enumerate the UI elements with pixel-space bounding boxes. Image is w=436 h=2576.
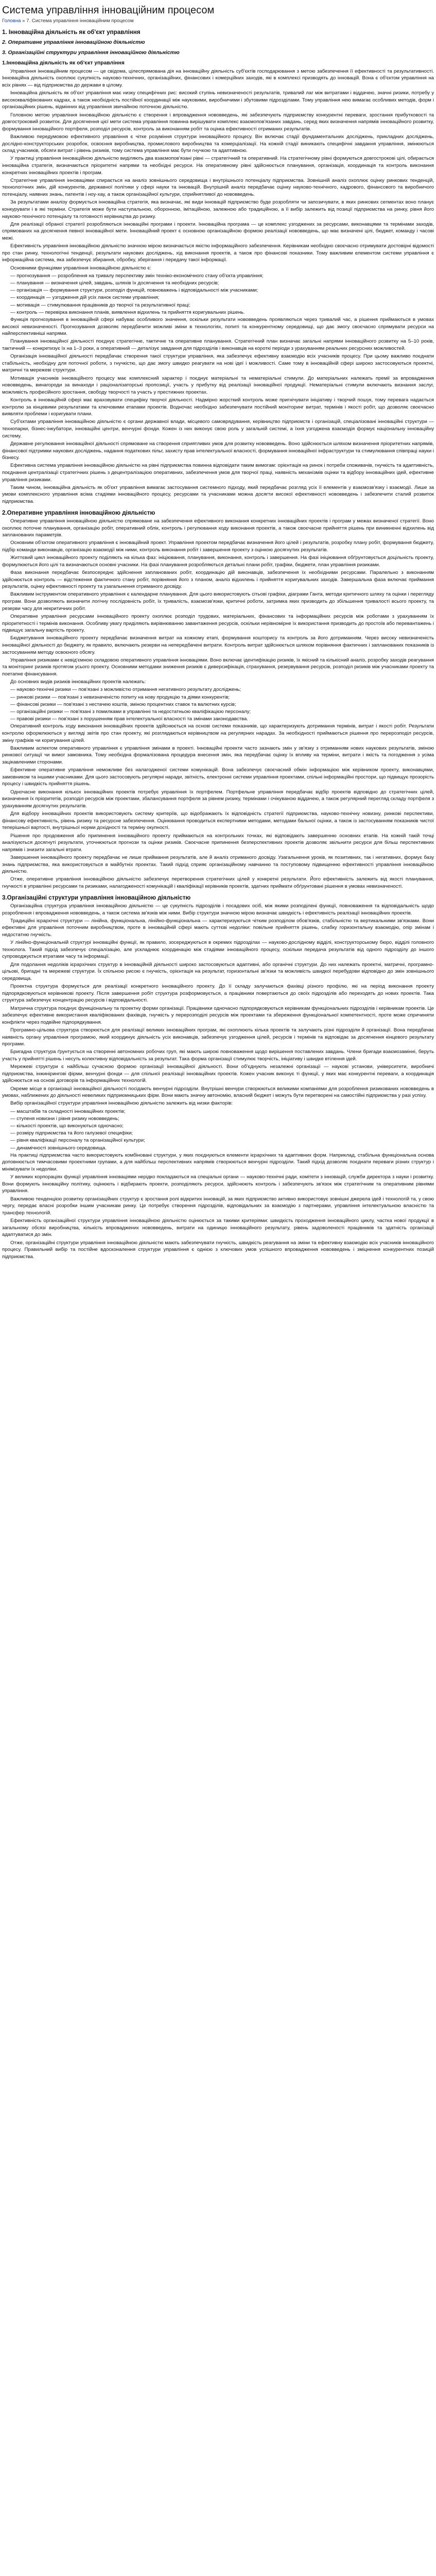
paragraph: До основних видів ризиків інноваційних проектів належать: — [10, 679, 146, 685]
list-item: — контроль — перевірка виконання планів, виявлення відхилень та прийняття коригувальних рішень. — [10, 309, 245, 315]
paragraph: Отже, оперативне управління інноваційною діяльністю забезпечує перетворення стратегічних цілей у конкретні результати. Його ефективність залежить від якості планування, гнучкості в управлінні ресурсами та ризиками, налагодженості комунікацій і кваліфікації керівників проектів, здатних приймати обґрунтовані рішення в умовах невизначеності. — [2, 876, 434, 889]
paragraph: Отже, організаційні структури управління інноваційною діяльністю мають забезпечувати гнучкість, швидкість реагування на зміни та ефективну взаємодію всіх учасників інноваційного процесу. Правильний вибір та постійне вдосконалення структури управління є однією з ключових умов успішного впровадження нововведень і зміцнення конкурентних позицій підприємства. — [2, 1240, 434, 1260]
paragraph: Матрична структура поєднує функціональну та проектну форми організації. Працівники одночасно підпорядковуються керівникам функціональних підрозділів і керівникам проектів. Це забезпечує ефективне використання кваліфікованих фахівців, гнучкість у перерозподілі ресурсів між проектами та збереження функціональної компетентності, проте може спричиняти конфлікти через подвійне підпорядкування. — [2, 1005, 434, 1025]
paragraph: Бригадна структура ґрунтується на створенні автономних робочих груп, які мають широкі повноваження щодо вирішення поставлених завдань. Члени бригади взаємозамінні, беруть участь у прийнятті рішень і несуть колективну відповідальність за результат. Така форма організації стимулює творчість, ініціативу і швидке втілення ідей. — [2, 1049, 434, 1062]
paragraph: Управління інноваційним процесом — це свідома, цілеспрямована дія на інноваційну діяльність суб'єктів господарювання з метою забезпечення її ефективності та результативності. Інноваційна діяльність охоплює сукупність науково-технічних, організаційних, фінансових і комерційних заходів, які в комплексі призводять до інновацій. Вона є об'єктом управління на всіх рівнях — від підприємства до держави в цілому. — [2, 68, 434, 88]
paragraph: Рішення про продовження або припинення інноваційного проекту приймаються на контрольних точках, які відповідають завершенню основних етапів. На кожній такій точці аналізуються досягнуті результати, уточнюються прогнози та оцінки ризиків. Своєчасне припинення безперспективних проектів дозволяє звільнити ресурси для більш перспективних напрямів і знизити загальні втрати. — [2, 833, 434, 853]
paragraph: Ефективність організаційної структури управління інноваційною діяльністю оцінюється за такими критеріями: швидкість проходження інноваційного циклу, частка нової продукції в загальному обсязі виробництва, кількість впроваджених нововведень, витрати на одиницю інноваційного результату, рівень задоволеності працівників та здатність організації адаптуватися до змін. — [2, 1218, 434, 1238]
paragraph: У великих корпораціях функції управління інноваціями нерідко покладаються на спеціальні органи — науково-технічні ради, комітети з інновацій, служби директора з науки і розвитку. Вони формують інноваційну політику, оцінюють і відбирають проекти, розподіляють ресурси, здійснюють контроль і забезпечують зв'язок між стратегічним та оперативним рівнями управління. — [2, 1174, 434, 1194]
paragraph: У лінійно-функціональній структурі інноваційні функції, як правило, зосереджуються в окремих підрозділах — науково-дослідному відділі, конструкторському бюро, відділі головного технолога. Такий підхід забезпечує спеціалізацію, але ускладнює координацію між стадіями інноваційного процесу, оскільки передача результатів від одного підрозділу до іншого супроводжується втратами часу та інформації. — [2, 940, 434, 960]
paragraph: Одночасне виконання кількох інноваційних проектів потребує управління їх портфелем. Портфельне управління передбачає відбір проектів відповідно до стратегічних цілей, визначення їх пріоритетів, розподіл ресурсів між проектами, збалансування портфеля за рівнем ризику, термінами і очікуваною віддачею, а також регулярний перегляд складу портфеля з урахуванням досягнутих результатів. — [2, 789, 434, 809]
list-item: — динамічності зовнішнього середовища. — [10, 1145, 107, 1151]
paragraph: Традиційні ієрархічні структури — лінійна, функціональна, лінійно-функціональна — характеризуються чітким розподілом обов'язків, стабільністю та вертикальними зв'язками. Вони ефективні для управління поточним виробництвом, проте в інноваційній сфері мають суттєві недоліки: повільне прийняття рішень, слабку горизонтальну взаємодію, опір змінам і недостатню гнучкість. — [2, 918, 434, 938]
list-item: — організаційні ризики — пов'язані з помилками в управлінні та недостатньою кваліфікацією персоналу; — [10, 708, 251, 715]
paragraph: Для подолання недоліків ієрархічних структур в інноваційній діяльності широко застосовуються адаптивні, або органічні структури. До них належать проектні, матричні, програмно-цільові, бригадні та мережеві структури. Їх спільною рисою є гнучкість, орієнтація на результат, горизонтальні зв'язки та можливість швидкої перебудови відповідно до змін зовнішнього середовища. — [2, 961, 434, 981]
paragraph: Планування інноваційної діяльності поєднує стратегічне, тактичне та оперативне планування. Стратегічний план визначає загальні напрями інноваційного розвитку на 5–10 років, тактичний — конкретизує їх на 1–3 роки, а оперативний — деталізує завдання для підрозділів і виконавців на короткі періоди з урахуванням реальних ресурсних можливостей. — [2, 338, 434, 351]
paragraph: Проектна структура формується для реалізації конкретного інноваційного проекту. До її складу залучаються фахівці різного профілю, які на період виконання проекту підпорядковуються керівникові проекту. Після завершення робіт структура розформовується, а працівники повертаються до своїх підрозділів або переходять до нових проектів. Така структура забезпечує концентрацію ресурсів і відповідальності. — [2, 984, 434, 1004]
paragraph: Мотивація учасників інноваційного процесу має комплексний характер і поєднує матеріальні та нематеріальні стимули. До матеріальних належать премії за впровадження нововведень, винагороди за винаходи і раціоналізаторські пропозиції, участь у прибутку від реалізації інноваційної продукції. Нематеріальні стимули включають визнання заслуг, можливість професійного зростання, свободу творчості та участь у престижних проектах. — [2, 375, 434, 395]
paragraph: Оперативний контроль ходу виконання інноваційних проектів здійснюється на основі системи показників, що характеризують дотримання термінів, витрат і якості робіт. Результати контролю оформлюються у вигляді звітів про стан проекту, які розглядаються керівництвом на регулярних нарадах. За необхідності приймаються рішення про перерозподіл ресурсів, зміну графіків чи коригування цілей. — [2, 723, 434, 743]
section-heading: 3. Організаційні структури управління інноваційною діяльністю — [2, 50, 180, 56]
section-heading: 1.Інноваційна діяльність як об'єкт управління — [2, 60, 125, 66]
paragraph: Бюджетування інноваційного проекту передбачає визначення витрат на кожному етапі, формування кошторису та контроль за його дотриманням. Через високу невизначеність інноваційної діяльності до бюджету, як правило, включають резерви на непередбачені витрати. Контроль витрат здійснюється шляхом порівняння фактичних і запланованих показників із застосуванням методу освоєного обсягу. — [2, 635, 434, 655]
list-item: — розміру підприємства та його галузевої специфіки; — [10, 1130, 133, 1137]
breadcrumb — [2, 18, 434, 25]
paragraph: Окреме місце в організації інноваційної діяльності посідають венчурні підрозділи. Внутрішні венчури створюються великими компаніями для розроблення ризикованих нововведень в умовах, наближених до діяльності невеликих підприємницьких фірм. Вони мають значну автономію, власний бюджет і можуть бути перетворені на самостійні підприємства у разі успіху. — [2, 1086, 434, 1099]
paragraph: Ефективна система управління інноваційною діяльністю на рівні підприємства повинна відповідати таким вимогам: орієнтація на ринок і потреби споживачів, гнучкість та адаптивність, поєднання централізації стратегічних рішень з децентралізацією оперативних, забезпечення умов для творчої праці, наявність механізмів оцінки та відбору інноваційних ідей, ефективне управління ризиками. — [2, 463, 434, 483]
list-item: — організація — формування структури, розподіл функцій, повноважень і відповідальності між учасниками; — [10, 287, 258, 294]
paragraph: Контроль в інноваційній сфері має враховувати специфіку творчої діяльності. Надмірно жорсткий контроль може пригнічувати ініціативу і творчий пошук, тому перевага надається контролю за кінцевими результатами та ключовими етапами проектів. Водночас необхідно забезпечувати постійний моніторинг витрат, термінів і якості робіт, що дозволяє своєчасно виявляти проблеми і коригувати плани. — [2, 397, 434, 417]
paragraph: Важливою передумовою ефективного управління є чітке розуміння структури інноваційного процесу. Він включає стадії фундаментальних досліджень, прикладних досліджень, дослідно-конструкторських розробок, освоєння виробництва, промислового виробництва та комерціалізації. На кожній стадії виникають специфічні завдання управління, змінюються склад учасників, обсяги витрат і рівень ризиків, тому система управління має бути гнучкою та адаптивною. — [2, 134, 434, 154]
paragraph: Для реалізації обраної стратегії розробляються інноваційні програми і проекти. Інноваційна програма — це комплекс узгоджених за ресурсами, виконавцями та термінами заходів, спрямованих на досягнення певної інноваційної мети. Інноваційний проект є основною організаційною формою реалізації нововведень, що має визначені цілі, бюджет, команду і часові межі. — [2, 221, 434, 241]
paragraph: Основним об'єктом оперативного управління є інноваційний проект. Управління проектом передбачає визначення його цілей і результатів, розробку плану робіт, формування бюджету, підбір команди виконавців, організацію взаємодії між ними, контроль виконання робіт і завершення проекту з оцінкою досягнутих результатів. — [2, 540, 434, 553]
list-item: — прогнозування — розроблення на тривалу перспективу змін техніко-економічного стану об'єкта управління; — [10, 273, 264, 279]
paragraph: Ефективність управління інноваційною діяльністю значною мірою визначається якістю інформаційного забезпечення. Керівникам необхідно своєчасно отримувати достовірні відомості про стан ринку, технологічні тенденції, результати наукових досліджень, хід виконання проектів, а також про фінансові показники. Тому важливим елементом системи управління є інформаційна система, яка забезпечує збирання, обробку, зберігання і передачу такої інформації. — [2, 243, 434, 263]
list-item: — фінансові ризики — пов'язані з нестачею коштів, зміною процентних ставок та валютних курсів; — [10, 701, 236, 707]
list-item: — правові ризики — пов'язані з порушенням прав інтелектуальної власності та змінами законодавства. — [10, 716, 248, 722]
document-body — [2, 28, 434, 1260]
paragraph: Оперативне управління ресурсами інноваційного проекту охоплює розподіл трудових, матеріальних, фінансових та інформаційних ресурсів між роботами з урахуванням їх пріоритетності і термінів виконання. Особливу увагу приділяють вирівнюванню завантаження ресурсів, оскільки нерівномірне їх використання призводить до простоїв або перевантажень і підвищує загальну вартість проекту. — [2, 613, 434, 634]
paragraph: У практиці управління інноваційною діяльністю виділяють два взаємопов'язані рівні — стратегічний та оперативний. На стратегічному рівні формуються довгострокові цілі, обирається інноваційна стратегія, визначаються пріоритетні напрями та необхідні ресурси. На оперативному рівні здійснюється планування, організація, координація та контроль виконання конкретних інноваційних проектів і програм. — [2, 156, 434, 176]
paragraph: Завершення інноваційного проекту передбачає не лише приймання результатів, але й аналіз отриманого досвіду. Узагальнення уроків, як позитивних, так і негативних, формує базу знань підприємства, яка використовується в майбутніх проектах. Такий підхід сприяє організаційному навчанню та поступовому підвищенню ефективності управління інноваційною діяльністю. — [2, 854, 434, 875]
paragraph: Фаза виконання передбачає безпосереднє здійснення запланованих робіт, координацію дій виконавців, забезпечення їх необхідними ресурсами. Паралельно з виконанням здійснюється контроль — відстеження фактичного стану робіт, порівняння його з планом, аналіз відхилень і прийняття коригувальних заходів. Завершальна фаза включає приймання результатів, оцінку ефективності проекту та узагальнення отриманого досвіду. — [2, 570, 434, 590]
section-heading: 1. Інноваційна діяльність як об'єкт управління — [2, 29, 141, 36]
paragraph: Організація інноваційної діяльності передбачає створення такої структури управління, яка забезпечує ефективну взаємодію всіх учасників процесу. При цьому важливо поєднати стабільність, необхідну для поточної роботи, з гнучкістю, що дає змогу швидко реагувати на нові ідеї і можливості. Саме тому в інноваційній сфері широко застосовуються проектні, матричні та мережеві структури. — [2, 353, 434, 374]
paragraph: Життєвий цикл інноваційного проекту поділяють на кілька фаз: ініціювання, планування, виконання, контроль і завершення. На фазі ініціювання обґрунтовується доцільність проекту, формулюються його цілі та визначаються основні учасники. На фазі планування розробляються детальні плани робіт, графіки, бюджети, план управління ризиками. — [2, 555, 434, 568]
section-heading: 2. Оперативне управління інноваційною діяльністю — [2, 40, 145, 46]
list-item: — координація — узгодження дій усіх ланок системи управління; — [10, 295, 160, 301]
paragraph: Оперативне управління інноваційною діяльністю спрямоване на забезпечення ефективного виконання конкретних інноваційних проектів і програм у межах визначеної стратегії. Воно охоплює поточне планування, організацію робіт, оперативний облік, контроль і регулювання ходу виконання проектів, а також своєчасне прийняття рішень при виникненні відхилень від запланованих параметрів. — [2, 518, 434, 538]
paragraph: Важливим інструментом оперативного управління є календарне планування. Для цього використовують сітьові графіки, діаграми Ганта, методи критичного шляху та оцінки і перегляду програм. Вони дозволяють визначити логічну послідовність робіт, їх тривалість, взаємозв'язки, критичні роботи, затримка яких призводить до збільшення тривалості всього проекту, та резерви часу для некритичних робіт. — [2, 591, 434, 612]
list-item: — планування — визначення цілей, завдань, шляхів їх досягнення та необхідних ресурсів; — [10, 280, 219, 286]
paragraph: Державне регулювання інноваційної діяльності спрямоване на створення сприятливих умов для розвитку нововведень. Воно здійснюється шляхом визначення пріоритетних напрямів, фінансової підтримки наукових досліджень, надання податкових пільг, захисту прав інтелектуальної власності, формування інноваційної інфраструктури та стимулювання співпраці науки і бізнесу. — [2, 440, 434, 461]
paragraph: Управління ризиками є невід'ємною складовою оперативного управління інноваціями. Воно включає ідентифікацію ризиків, їх якісний та кількісний аналіз, розробку заходів реагування та моніторинг ризиків протягом усього проекту. Основними методами зниження ризиків є диверсифікація, страхування, резервування ресурсів, розподіл ризиків між учасниками проекту та поетапне фінансування. — [2, 657, 434, 677]
paragraph: Інноваційна діяльність як об'єкт управління має низку специфічних рис: високий ступінь невизначеності результатів, тривалий лаг між витратами і віддачею, значні ризики, потребу у висококваліфікованих кадрах, а також необхідність постійної координації між науковими, виробничими і збутовими підрозділами. Тому управління нею вимагає особливих методів, форм і організаційних рішень, відмінних від управління звичайною поточною діяльністю. — [2, 90, 434, 110]
section-heading: 2.Оперативне управління інноваційною діяльністю — [2, 509, 155, 516]
list-item: — ступеня новизни і рівня ризику нововведень; — [10, 1115, 119, 1122]
breadcrumb-home-link[interactable]: Головна — [2, 18, 21, 24]
paragraph: Таким чином, інноваційна діяльність як об'єкт управління вимагає застосування системного підходу, який передбачає розгляд усіх її елементів у взаємозв'язку і взаємодії. Лише за умови комплексного управління всіма стадіями інноваційного процесу, ресурсами та учасниками можна досягти високої ефективності нововведень і забезпечити сталий розвиток підприємства. — [2, 484, 434, 504]
paragraph: Вибір організаційної структури управління інноваційною діяльністю залежить від низки факторів: — [10, 1100, 233, 1107]
document-page — [0, 0, 436, 1266]
breadcrumb-current: 7. Система управління інноваційним процесом — [26, 18, 134, 24]
paragraph: Основними функціями управління інноваційною діяльністю є: — [10, 265, 151, 271]
paragraph: Програмно-цільова структура створюється для реалізації великих інноваційних програм, які охоплюють кілька проектів та залучають різні підрозділи й організації. Вона передбачає наявність органу управління програмою, який координує діяльність усіх виконавців, забезпечує узгодження цілей, ресурсів і термінів та відповідає за досягнення кінцевого результату програми. — [2, 1027, 434, 1047]
list-item: — науково-технічні ризики — пов'язані з можливістю отримання негативного результату досліджень; — [10, 687, 241, 693]
paragraph: Головною метою управління інноваційною діяльністю є створення і впровадження нововведень, які забезпечують підприємству конкурентні переваги, зростання прибутковості та довгостроковий розвиток. Для досягнення цієї мети система управління повинна вирішувати комплекс взаємопов'язаних завдань, серед яких визначення напрямів інноваційного розвитку, формування інноваційного портфеля, розподіл ресурсів, контроль за виконанням робіт та оцінка ефективності отриманих результатів. — [2, 112, 434, 132]
paragraph: Важливим аспектом оперативного управління є управління змінами в проекті. Інноваційні проекти часто зазнають змін у зв'язку з отриманням нових наукових результатів, зміною ринкової ситуації чи вимог замовника. Тому необхідна формалізована процедура внесення змін, яка передбачає оцінку їх впливу на терміни, витрати і якість та погодження з усіма зацікавленими сторонами. — [2, 745, 434, 766]
paragraph: За результатами аналізу формується інноваційна стратегія, яка визначає, які види інновацій підприємство буде розробляти чи запозичувати, в яких ринкових сегментах воно планує конкурувати і в які терміни. Стратегія може бути наступальною, оборонною, імітаційною, залежною або традиційною, а її вибір залежить від позиції підприємства на ринку, рівня його науково-технічного потенціалу та готовності керівництва до ризику. — [2, 199, 434, 219]
paragraph: Функція прогнозування в інноваційній сфері набуває особливого значення, оскільки результати нововведень проявляються через тривалий час, а рішення приймаються в умовах високої невизначеності. Прогнозування дозволяє передбачити можливі зміни в технологіях, попиті та конкурентному середовищі, що дає змогу своєчасно спрямувати ресурси на найперспективніші напрями. — [2, 316, 434, 337]
list-item: — рівня кваліфікації персоналу та організаційної культури; — [10, 1138, 145, 1144]
paragraph: Для відбору інноваційних проектів використовують систему критеріїв, що відображають їх відповідність стратегії підприємства, науково-технічну новизну, ринкові перспективи, фінансову ефективність, рівень ризику та ресурсне забезпечення. Оцінювання проводиться експертними методами, методами бальної оцінки, а також із застосуванням показників чистої теперішньої вартості, внутрішньої норми дохідності та терміну окупності. — [2, 811, 434, 831]
breadcrumb-separator: » — [22, 18, 27, 24]
paragraph: Важливою тенденцією розвитку організаційних структур є зростання ролі відкритих інновацій, за яких підприємство активно використовує зовнішні джерела ідей і технологій та, у свою чергу, передає власні розробки іншим учасникам ринку. Це потребує створення підрозділів, відповідальних за взаємодію з партнерами, управління інтелектуальною власністю та трансфер технологій. — [2, 1196, 434, 1216]
paragraph: Мережеві структури є найбільш сучасною формою організації інноваційної діяльності. Вони об'єднують незалежні організації — наукові установи, університети, виробничі підприємства, інжинірингові фірми, венчурні фонди — для спільної реалізації інноваційних проектів. Кожен учасник виконує ті функції, у яких має конкурентні переваги, а координація здійснюється на основі договорів та інформаційних технологій. — [2, 1064, 434, 1084]
paragraph: На практиці підприємства часто використовують комбіновані структури, у яких поєднуються елементи ієрархічних та адаптивних форм. Наприклад, стабільна функціональна основа доповнюється тимчасовими проектними групами, а для найбільш перспективних напрямів створюються венчурні підрозділи. Такий підхід дозволяє поєднати переваги різних структур і мінімізувати їх недоліки. — [2, 1152, 434, 1173]
page-title: Система управління інноваційним процесом — [2, 5, 215, 16]
list-item: — масштабів та складності інноваційних проектів; — [10, 1108, 126, 1114]
paragraph: Суб'єктами управління інноваційною діяльністю є органи державної влади, місцевого самоврядування, керівництво підприємств і організацій, спеціалізовані інноваційні структури — технопарки, бізнес-інкубатори, інноваційні центри, венчурні фонди. Кожен із них виконує свою роль у загальній системі, а їхня узгоджена взаємодія формує національну інноваційну систему. — [2, 419, 434, 439]
paragraph: Стратегічне управління інноваціями спирається на аналіз зовнішнього середовища і внутрішнього потенціалу підприємства. Зовнішній аналіз охоплює оцінку ринкових тенденцій, технологічних змін, дій конкурентів, державної політики у сфері науки та інновацій. Внутрішній аналіз передбачає оцінку науково-технічного, кадрового, фінансового та виробничого потенціалу, наявних знань, патентів і ноу-хау, а також організаційної культури, сприйнятливої до нововведень. — [2, 177, 434, 198]
list-item: — ринкові ризики — пов'язані з невизначеністю попиту на нову продукцію та діями конкурентів; — [10, 694, 230, 700]
list-item: — кількості проектів, що виконуються одночасно; — [10, 1123, 124, 1129]
list-item: — мотивація — стимулювання працівників до творчої та результативної праці; — [10, 302, 190, 308]
paragraph: Ефективне оперативне управління неможливе без налагодженої системи комунікацій. Вона забезпечує своєчасний обмін інформацією між керівником проекту, виконавцями, замовником та іншими учасниками. Для цього застосовують регулярні наради, звітність, електронні системи управління проектами, спільні інформаційні простори, що підвищує прозорість процесу і швидкість прийняття рішень. — [2, 767, 434, 787]
section-heading: 3.Організаційні структури управління інноваційною діяльністю — [2, 894, 191, 901]
paragraph: Організаційна структура управління інноваційною діяльністю — це сукупність підрозділів і посадових осіб, між якими розподілені функції, повноваження та відповідальність щодо розроблення і впровадження нововведень, а також система зв'язків між ними. Вибір структури значною мірою визначає швидкість і ефективність реалізації інноваційних проектів. — [2, 903, 434, 916]
